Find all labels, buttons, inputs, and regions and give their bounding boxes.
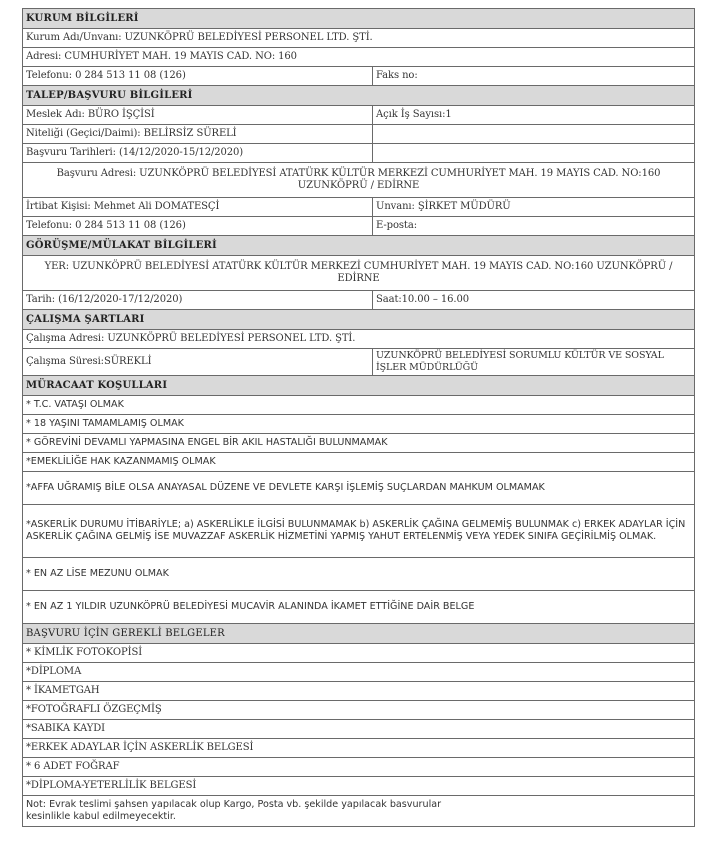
calisma-adresi: Çalışma Adresi: UZUNKÖPRÜ BELEDİYESİ PERSONEL LTD. ŞTİ. bbox=[23, 330, 695, 349]
muracaat-item: * EN AZ LİSE MEZUNU OLMAK bbox=[23, 558, 695, 591]
muracaat-item: *ASKERLİK DURUMU İTİBARİYLE; a) ASKERLİKLE İLGİSİ BULUNMAMAK b) ASKERLİK ÇAĞINA GELMEMİŞ BULUNMAK c) ERKEK ADAYLAR İÇİN ASKERLİK ÇAĞINA GELMİŞ İSE MUVAZZAF ASKERLİK HİZMETİNİ YAPMIŞ YAHUT ERTELENMİŞ VEYA YEDEK SINIFA GEÇİRİLMİŞ OLMAK. bbox=[23, 505, 695, 558]
irtibat-kisisi: İrtibat Kişisi: Mehmet Ali DOMATESÇİ bbox=[23, 198, 373, 217]
niteligi-empty bbox=[373, 125, 695, 144]
irtibat-unvani: Unvanı: ŞİRKET MÜDÜRÜ bbox=[373, 198, 695, 217]
form-table bbox=[22, 8, 695, 827]
belge-item: * İKAMETGAH bbox=[23, 682, 695, 701]
gorusme-header: GÖRÜŞME/MÜLAKAT BİLGİLERİ bbox=[23, 236, 695, 256]
gorusme-yer: YER: UZUNKÖPRÜ BELEDİYESİ ATATÜRK KÜLTÜR MERKEZİ CUMHURİYET MAH. 19 MAYIS CAD. NO:160 UZUNKÖPRÜ / EDİRNE bbox=[23, 256, 695, 291]
belge-item: * 6 ADET FOĞRAF bbox=[23, 758, 695, 777]
belgeler-not: Not: Evrak teslimi şahsen yapılacak olup Kargo, Posta vb. şekilde yapılacak basvurular kesinlikle kabul edilmeyecektir. bbox=[23, 796, 695, 827]
kurum-adresi: Adresi: CUMHURİYET MAH. 19 MAYIS CAD. NO: 160 bbox=[23, 48, 695, 67]
kurum-telefon: Telefonu: 0 284 513 11 08 (126) bbox=[23, 67, 373, 86]
belge-item: *FOTOĞRAFLI ÖZGEÇMİŞ bbox=[23, 701, 695, 720]
muracaat-item: * T.C. VATAŞI OLMAK bbox=[23, 396, 695, 415]
belgeler-header: BAŞVURU İÇİN GEREKLİ BELGELER bbox=[23, 624, 695, 644]
gorusme-tarih: Tarih: (16/12/2020-17/12/2020) bbox=[23, 291, 373, 310]
belge-item: *SABIKA KAYDI bbox=[23, 720, 695, 739]
basvuru-tarihleri-empty bbox=[373, 144, 695, 163]
kurum-header: KURUM BİLGİLERİ bbox=[23, 9, 695, 29]
job-posting-form bbox=[22, 8, 694, 827]
muracaat-item: * GÖREVİNİ DEVAMLI YAPMASINA ENGEL BİR AKIL HASTALIĞI BULUNMAMAK bbox=[23, 434, 695, 453]
basvuru-adresi: Başvuru Adresi: UZUNKÖPRÜ BELEDİYESİ ATATÜRK KÜLTÜR MERKEZİ CUMHURİYET MAH. 19 MAYIS CAD. NO:160 UZUNKÖPRÜ / EDİRNE bbox=[23, 163, 695, 198]
belge-item: * KİMLİK FOTOKOPİSİ bbox=[23, 644, 695, 663]
muracaat-item: *EMEKLİLİĞE HAK KAZANMAMIŞ OLMAK bbox=[23, 453, 695, 472]
talep-telefon: Telefonu: 0 284 513 11 08 (126) bbox=[23, 217, 373, 236]
talep-header: TALEP/BAŞVURU BİLGİLERİ bbox=[23, 86, 695, 106]
calisma-header: ÇALIŞMA ŞARTLARI bbox=[23, 310, 695, 330]
belge-item: *DİPLOMA bbox=[23, 663, 695, 682]
talep-eposta: E-posta: bbox=[373, 217, 695, 236]
muracaat-item: *AFFA UĞRAMIŞ BİLE OLSA ANAYASAL DÜZENE VE DEVLETE KARŞI İŞLEMİŞ SUÇLARDAN MAHKUM OLMAMAK bbox=[23, 472, 695, 505]
kurum-adi: Kurum Adı/Unvanı: UZUNKÖPRÜ BELEDİYESİ PERSONEL LTD. ŞTİ. bbox=[23, 29, 695, 48]
belge-item: *ERKEK ADAYLAR İÇİN ASKERLİK BELGESİ bbox=[23, 739, 695, 758]
muracaat-item: * EN AZ 1 YILDIR UZUNKÖPRÜ BELEDİYESİ MUCAVİR ALANINDA İKAMET ETTİĞİNE DAİR BELGE bbox=[23, 591, 695, 624]
niteligi: Niteliği (Geçici/Daimi): BELİRSİZ SÜRELİ bbox=[23, 125, 373, 144]
calisma-suresi: Çalışma Süresi:SÜREKLİ bbox=[23, 349, 373, 376]
calisma-birimi: UZUNKÖPRÜ BELEDİYESİ SORUMLU KÜLTÜR VE SOSYAL İŞLER MÜDÜRLÜĞÜ bbox=[373, 349, 695, 376]
gorusme-saat: Saat:10.00 – 16.00 bbox=[373, 291, 695, 310]
basvuru-tarihleri: Başvuru Tarihleri: (14/12/2020-15/12/2020) bbox=[23, 144, 373, 163]
acik-is-sayisi: Açık İş Sayısı:1 bbox=[373, 106, 695, 125]
belge-item: *DİPLOMA-YETERLİLİK BELGESİ bbox=[23, 777, 695, 796]
meslek-adi: Meslek Adı: BÜRO İŞÇİSİ bbox=[23, 106, 373, 125]
muracaat-header: MÜRACAAT KOŞULLARI bbox=[23, 376, 695, 396]
muracaat-item: * 18 YAŞINI TAMAMLAMIŞ OLMAK bbox=[23, 415, 695, 434]
kurum-faks: Faks no: bbox=[373, 67, 695, 86]
